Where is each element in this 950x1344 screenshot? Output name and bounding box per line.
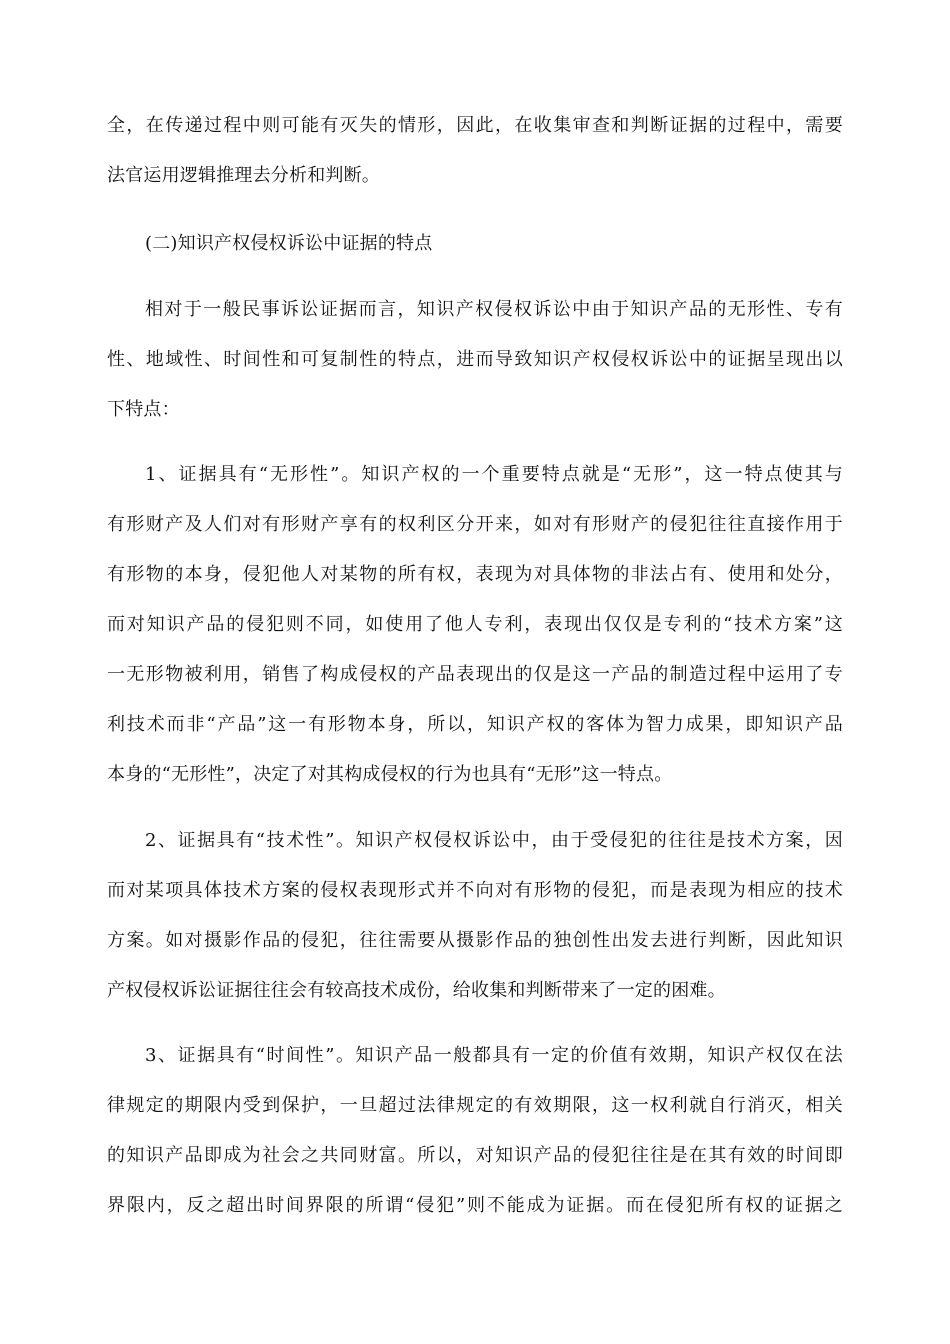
- paragraph-5-line-1: 2、证据具有“技术性”。知识产权侵权诉讼中，由于受侵犯的往往是技术方案，因: [145, 830, 843, 851]
- paragraph-6-line-4: 界限内，反之超出时间界限的所谓“侵犯”则不能成为证据。而在侵犯所有权的证据之: [107, 1195, 843, 1216]
- paragraph-4-line-3: 有形物的本身，侵犯他人对某物的所有权，表现为对具体物的非法占有、使用和处分，: [107, 564, 843, 585]
- paragraph-4-line-2: 有形财产及人们对有形财产享有的权利区分开来，如对有形财产的侵犯往往直接作用于: [107, 514, 843, 535]
- paragraph-4-line-5: 一无形物被利用，销售了构成侵权的产品表现出的仅是这一产品的制造过程中运用了专: [107, 664, 843, 685]
- paragraph-5-line-3: 方案。如对摄影作品的侵犯，往往需要从摄影作品的独创性出发去进行判断，因此知识: [107, 930, 843, 951]
- section-heading: (二)知识产权侵权诉讼中证据的特点: [145, 233, 433, 254]
- paragraph-1-line-2: 法官运用逻辑推理去分析和判断。: [107, 165, 380, 186]
- paragraph-3-line-3: 下特点：: [107, 399, 180, 420]
- paragraph-1-line-1: 全，在传递过程中则可能有灭失的情形，因此，在收集审查和判断证据的过程中，需要: [107, 115, 843, 136]
- paragraph-4-line-6: 利技术而非“产品”这一有形物本身，所以，知识产权的客体为智力成果，即知识产品: [107, 714, 843, 735]
- paragraph-5-line-2: 而对某项具体技术方案的侵权表现形式并不向对有形物的侵犯，而是表现为相应的技术: [107, 880, 843, 901]
- paragraph-4-line-1: 1、证据具有“无形性”。知识产权的一个重要特点就是“无形”，这一特点使其与: [145, 464, 843, 485]
- paragraph-3-line-2: 性、地域性、时间性和可复制性的特点，进而导致知识产权侵权诉讼中的证据呈现出以: [107, 349, 843, 370]
- paragraph-6-line-3: 的知识产品即成为社会之共同财富。所以，对知识产品的侵犯往往是在其有效的时间即: [107, 1145, 843, 1166]
- paragraph-6-line-1: 3、证据具有“时间性”。知识产品一般都具有一定的价值有效期，知识产权仅在法: [145, 1045, 843, 1066]
- paragraph-5-line-4: 产权侵权诉讼证据往往会有较高技术成份，给收集和判断带来了一定的困难。: [107, 980, 726, 1001]
- paragraph-4-line-7: 本身的“无形性”，决定了对其构成侵权的行为也具有“无形”这一特点。: [107, 764, 673, 785]
- paragraph-3-line-1: 相对于一般民事诉讼证据而言，知识产权侵权诉讼中由于知识产品的无形性、专有: [145, 299, 843, 320]
- paragraph-4-line-4: 而对知识产品的侵犯则不同，如使用了他人专利，表现出仅仅是专利的“技术方案”这: [107, 614, 843, 635]
- paragraph-6-line-2: 律规定的期限内受到保护，一旦超过法律规定的有效期限，这一权利就自行消灭，相关: [107, 1095, 843, 1116]
